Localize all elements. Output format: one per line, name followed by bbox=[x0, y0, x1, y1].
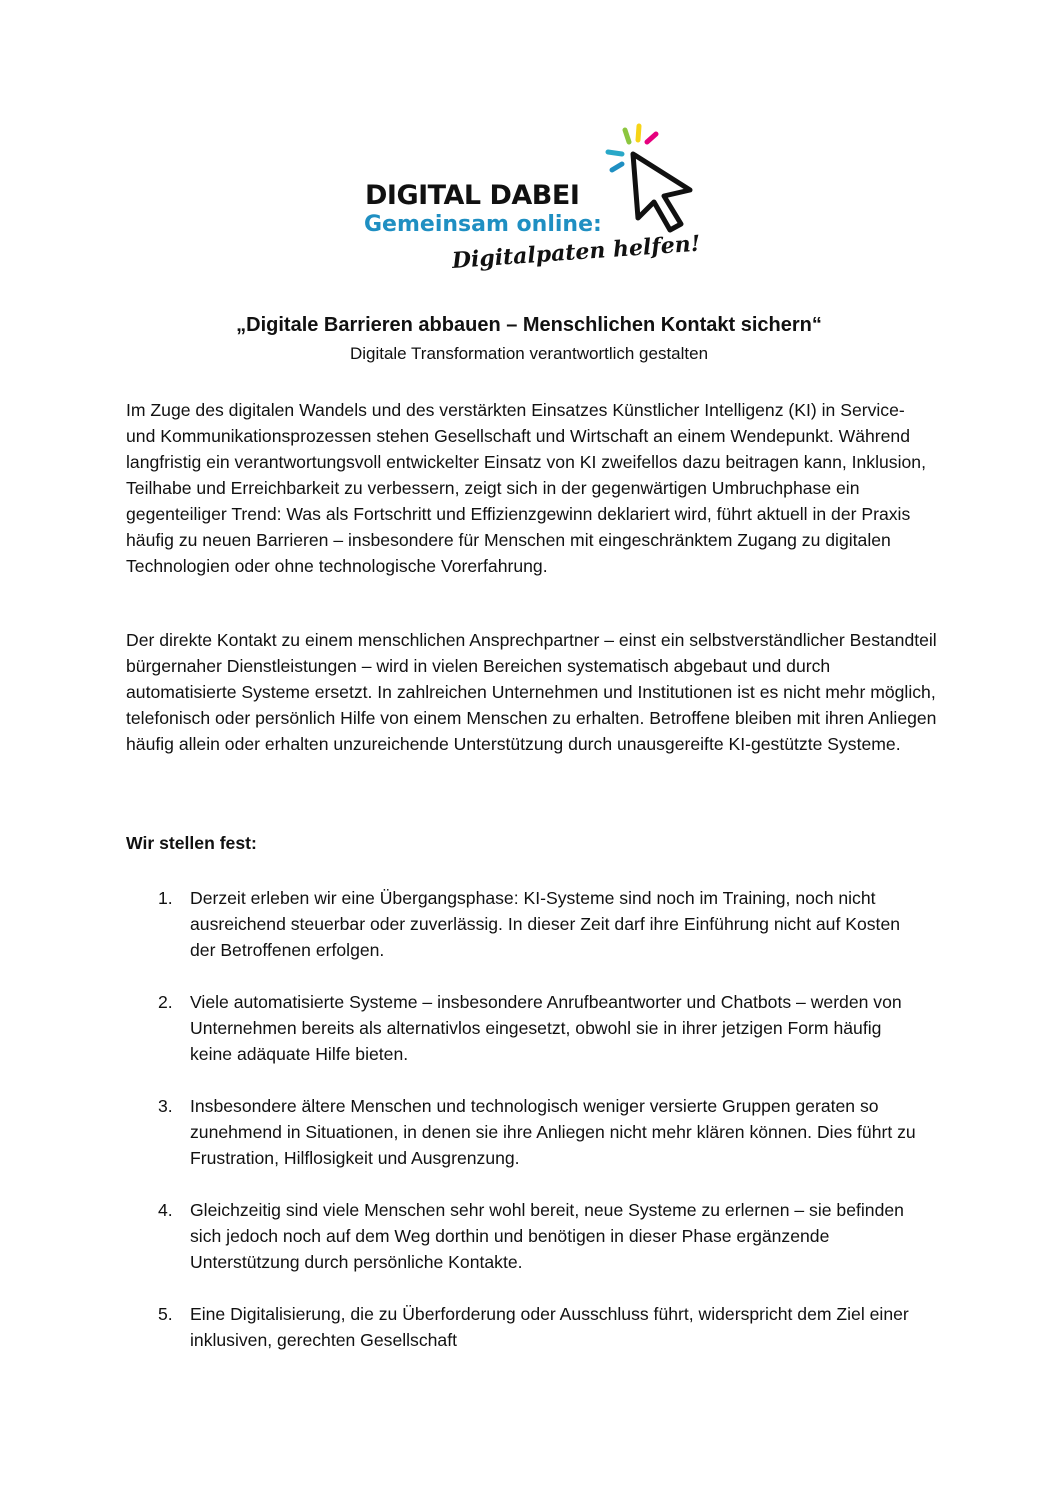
paragraph-intro: Im Zuge des digitalen Wandels und des verstärkten Einsatzes Künstlicher Intelligenz (KI) in Service- und Kommunikationsprozessen stehen Gesellschaft und Wirtschaft an einem Wendepunkt. Während langfristig ein verantwortungsvoll entwickelter Einsatz von KI zweifellos dazu beitragen kann, Inklusion, Teilhabe und Erreichbarkeit zu verbessern, zeigt sich in der gegenwärtigen Umbruchphase ein gegenteiliger Trend: Was als Fortschritt und Effizienzgewinn deklariert wird, führt aktuell in der Praxis häufig zu neuen Barrieren – insbesondere für Menschen mit eingeschränktem Zugang zu digitalen Technologien oder ohne technologische Vorerfahrung. bbox=[126, 400, 926, 576]
list-item-text: Eine Digitalisierung, die zu Überforderung oder Ausschluss führt, widerspricht dem Ziel einer inklusiven, gerechten Gesellschaft bbox=[190, 1304, 909, 1350]
list-item bbox=[126, 1301, 926, 1353]
logo-script-tagline: Digitalpaten helfen! bbox=[451, 230, 702, 274]
paragraph-contact: Der direkte Kontakt zu einem menschlichen Ansprechpartner – einst ein selbstverständlicher Bestandteil bürgernaher Dienstleistungen – wird in vielen Bereichen systematisch abgebaut und durch automatisierte Systeme ersetzt. In zahlreichen Unternehmen und Institutionen ist es nicht mehr möglich, telefonisch oder persönlich Hilfe von einem Menschen zu erhalten. Betroffene bleiben mit ihren Anliegen häufig allein oder erhalten unzureichende Unterstützung durch unausgereifte KI-gestützte Systeme. bbox=[126, 630, 937, 754]
list-item-number: 4. bbox=[158, 1200, 173, 1220]
cursor-arrow-icon bbox=[598, 120, 698, 235]
list-item-number: 1. bbox=[158, 888, 173, 908]
findings-list bbox=[126, 885, 926, 1379]
document-title: „Digitale Barrieren abbauen – Menschlichen Kontakt sichern“ bbox=[236, 314, 822, 336]
logo-wordmark: DIGITAL DABEI bbox=[365, 180, 580, 211]
list-item bbox=[126, 989, 926, 1067]
list-heading: Wir stellen fest: bbox=[126, 833, 257, 853]
logo-tagline: Gemeinsam online: bbox=[364, 212, 602, 237]
document-subtitle: Digitale Transformation verantwortlich gestalten bbox=[349, 344, 709, 363]
list-item-number: 5. bbox=[158, 1304, 173, 1324]
list-item-text: Derzeit erleben wir eine Übergangsphase: KI-Systeme sind noch im Training, noch nicht ausreichend steuerbar oder zuverlässig. In dieser Zeit darf ihre Einführung nicht auf Kosten der Betroffenen erfolgen. bbox=[190, 888, 901, 960]
list-item-number: 2. bbox=[158, 992, 173, 1012]
list-item-text: Gleichzeitig sind viele Menschen sehr wohl bereit, neue Systeme zu erlernen – sie befinden sich jedoch noch auf dem Weg dorthin und benötigen in dieser Phase ergänzende Unterstützung durch persönliche Kontakte. bbox=[190, 1200, 904, 1272]
list-item-text: Viele automatisierte Systeme – insbesondere Anrufbeantworter und Chatbots – werden von Unternehmen bereits als alternativlos eingesetzt, obwohl sie in ihrer jetzigen Form häufig keine adäquate Hilfe bieten. bbox=[190, 992, 902, 1064]
list-item bbox=[126, 1093, 926, 1171]
list-item-number: 3. bbox=[158, 1096, 173, 1116]
list-item bbox=[126, 885, 926, 963]
digital-dabei-logo bbox=[360, 120, 700, 295]
list-item-text: Insbesondere ältere Menschen und technologisch weniger versierte Gruppen geraten so zunehmend in Situationen, in denen sie ihre Anliegen nicht mehr klären können. Dies führt zu Frustration, Hilflosigkeit und Ausgrenzung. bbox=[190, 1096, 916, 1168]
list-item bbox=[126, 1197, 926, 1275]
